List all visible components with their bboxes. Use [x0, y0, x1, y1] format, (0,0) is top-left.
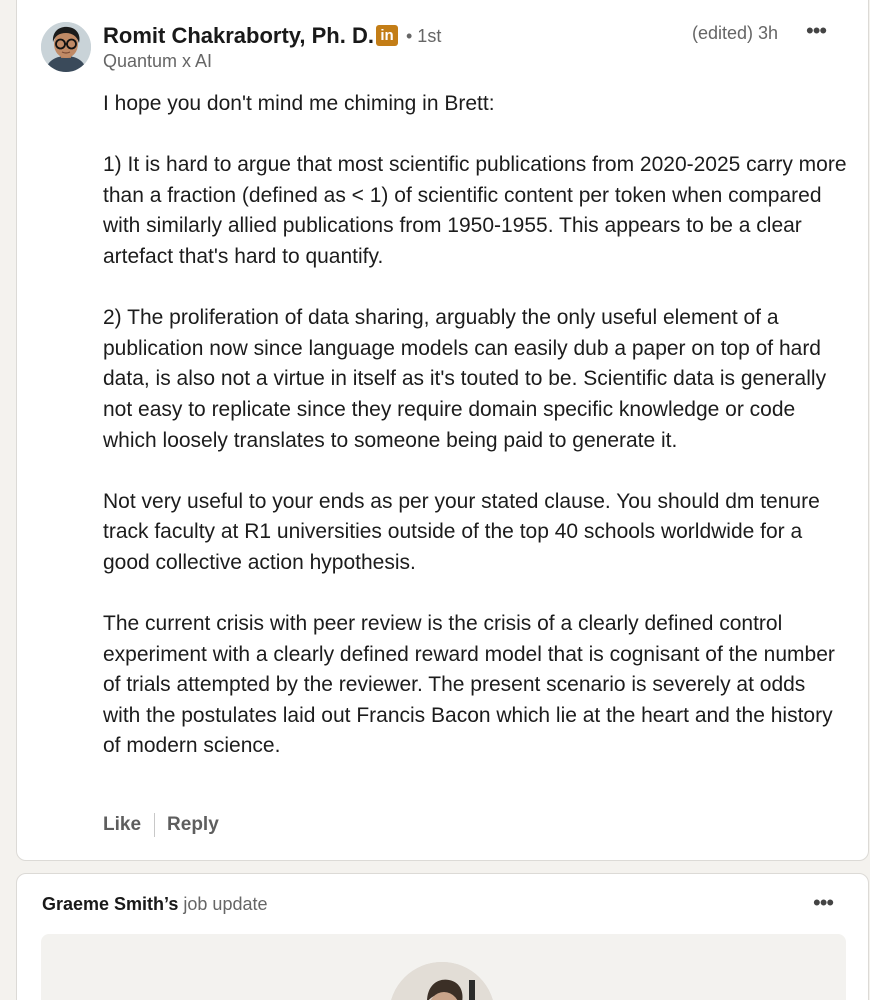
- update-more-options-icon[interactable]: •••: [813, 890, 834, 915]
- comment-actions: [103, 812, 219, 838]
- avatar-portrait: [41, 22, 91, 72]
- comment-paragraph: I hope you don't mind me chiming in Brett:: [103, 92, 495, 115]
- comment-paragraph: 2) The proliferation of data sharing, arguably the only useful element of a publication now since language models can easily dub a paper on top of hard data, is also not a virtue in itself as it's touted to be. Scientific data is generally not easy to replicate since they require domain specific knowledge or code which loosely translates to someone being paid to generate it.: [103, 306, 827, 452]
- update-author-name[interactable]: Graeme Smith’s: [42, 894, 179, 914]
- author-name[interactable]: Romit Chakraborty, Ph. D.: [103, 23, 374, 48]
- author-headline: Quantum x AI: [103, 51, 213, 71]
- reply-button[interactable]: Reply: [167, 814, 219, 835]
- comment-paragraph: The current crisis with peer review is the crisis of a clearly defined control experiment with a clearly defined reward model that is cognisant of the number of trials attempted by the reviewer. The present scenario is severely at odds with the postulates laid out Francis Bacon which lie at the heart and the history of modern science.: [103, 612, 835, 758]
- linkedin-badge-icon: in: [376, 25, 398, 46]
- update-label: job update: [183, 894, 268, 914]
- connection-degree: • 1st: [406, 26, 442, 46]
- comment-paragraph: 1) It is hard to argue that most scientific publications from 2020-2025 carry more than a fraction (defined as < 1) of scientific content per token when compared with similarly allied publications from 1950-1955. This appears to be a clear artefact that's hard to quantify.: [103, 153, 847, 268]
- comment-body: [103, 89, 848, 762]
- job-update-card: [16, 873, 869, 1000]
- job-update-title: [42, 894, 267, 915]
- action-divider: [154, 813, 155, 837]
- like-button[interactable]: Like: [103, 814, 142, 835]
- comment-meta: (edited) 3h: [692, 23, 779, 43]
- comment-paragraph: Not very useful to your ends as per your stated clause. You should dm tenure track faculty at R1 universities outside of the top 40 schools worldwide for a good collective action hypothesis.: [103, 489, 820, 574]
- profile-photo-portrait: [389, 962, 495, 1000]
- update-panel: [41, 934, 846, 1000]
- comment-more-options-icon[interactable]: •••: [806, 18, 827, 43]
- author-avatar[interactable]: [41, 22, 91, 72]
- update-profile-photo[interactable]: [389, 962, 495, 1000]
